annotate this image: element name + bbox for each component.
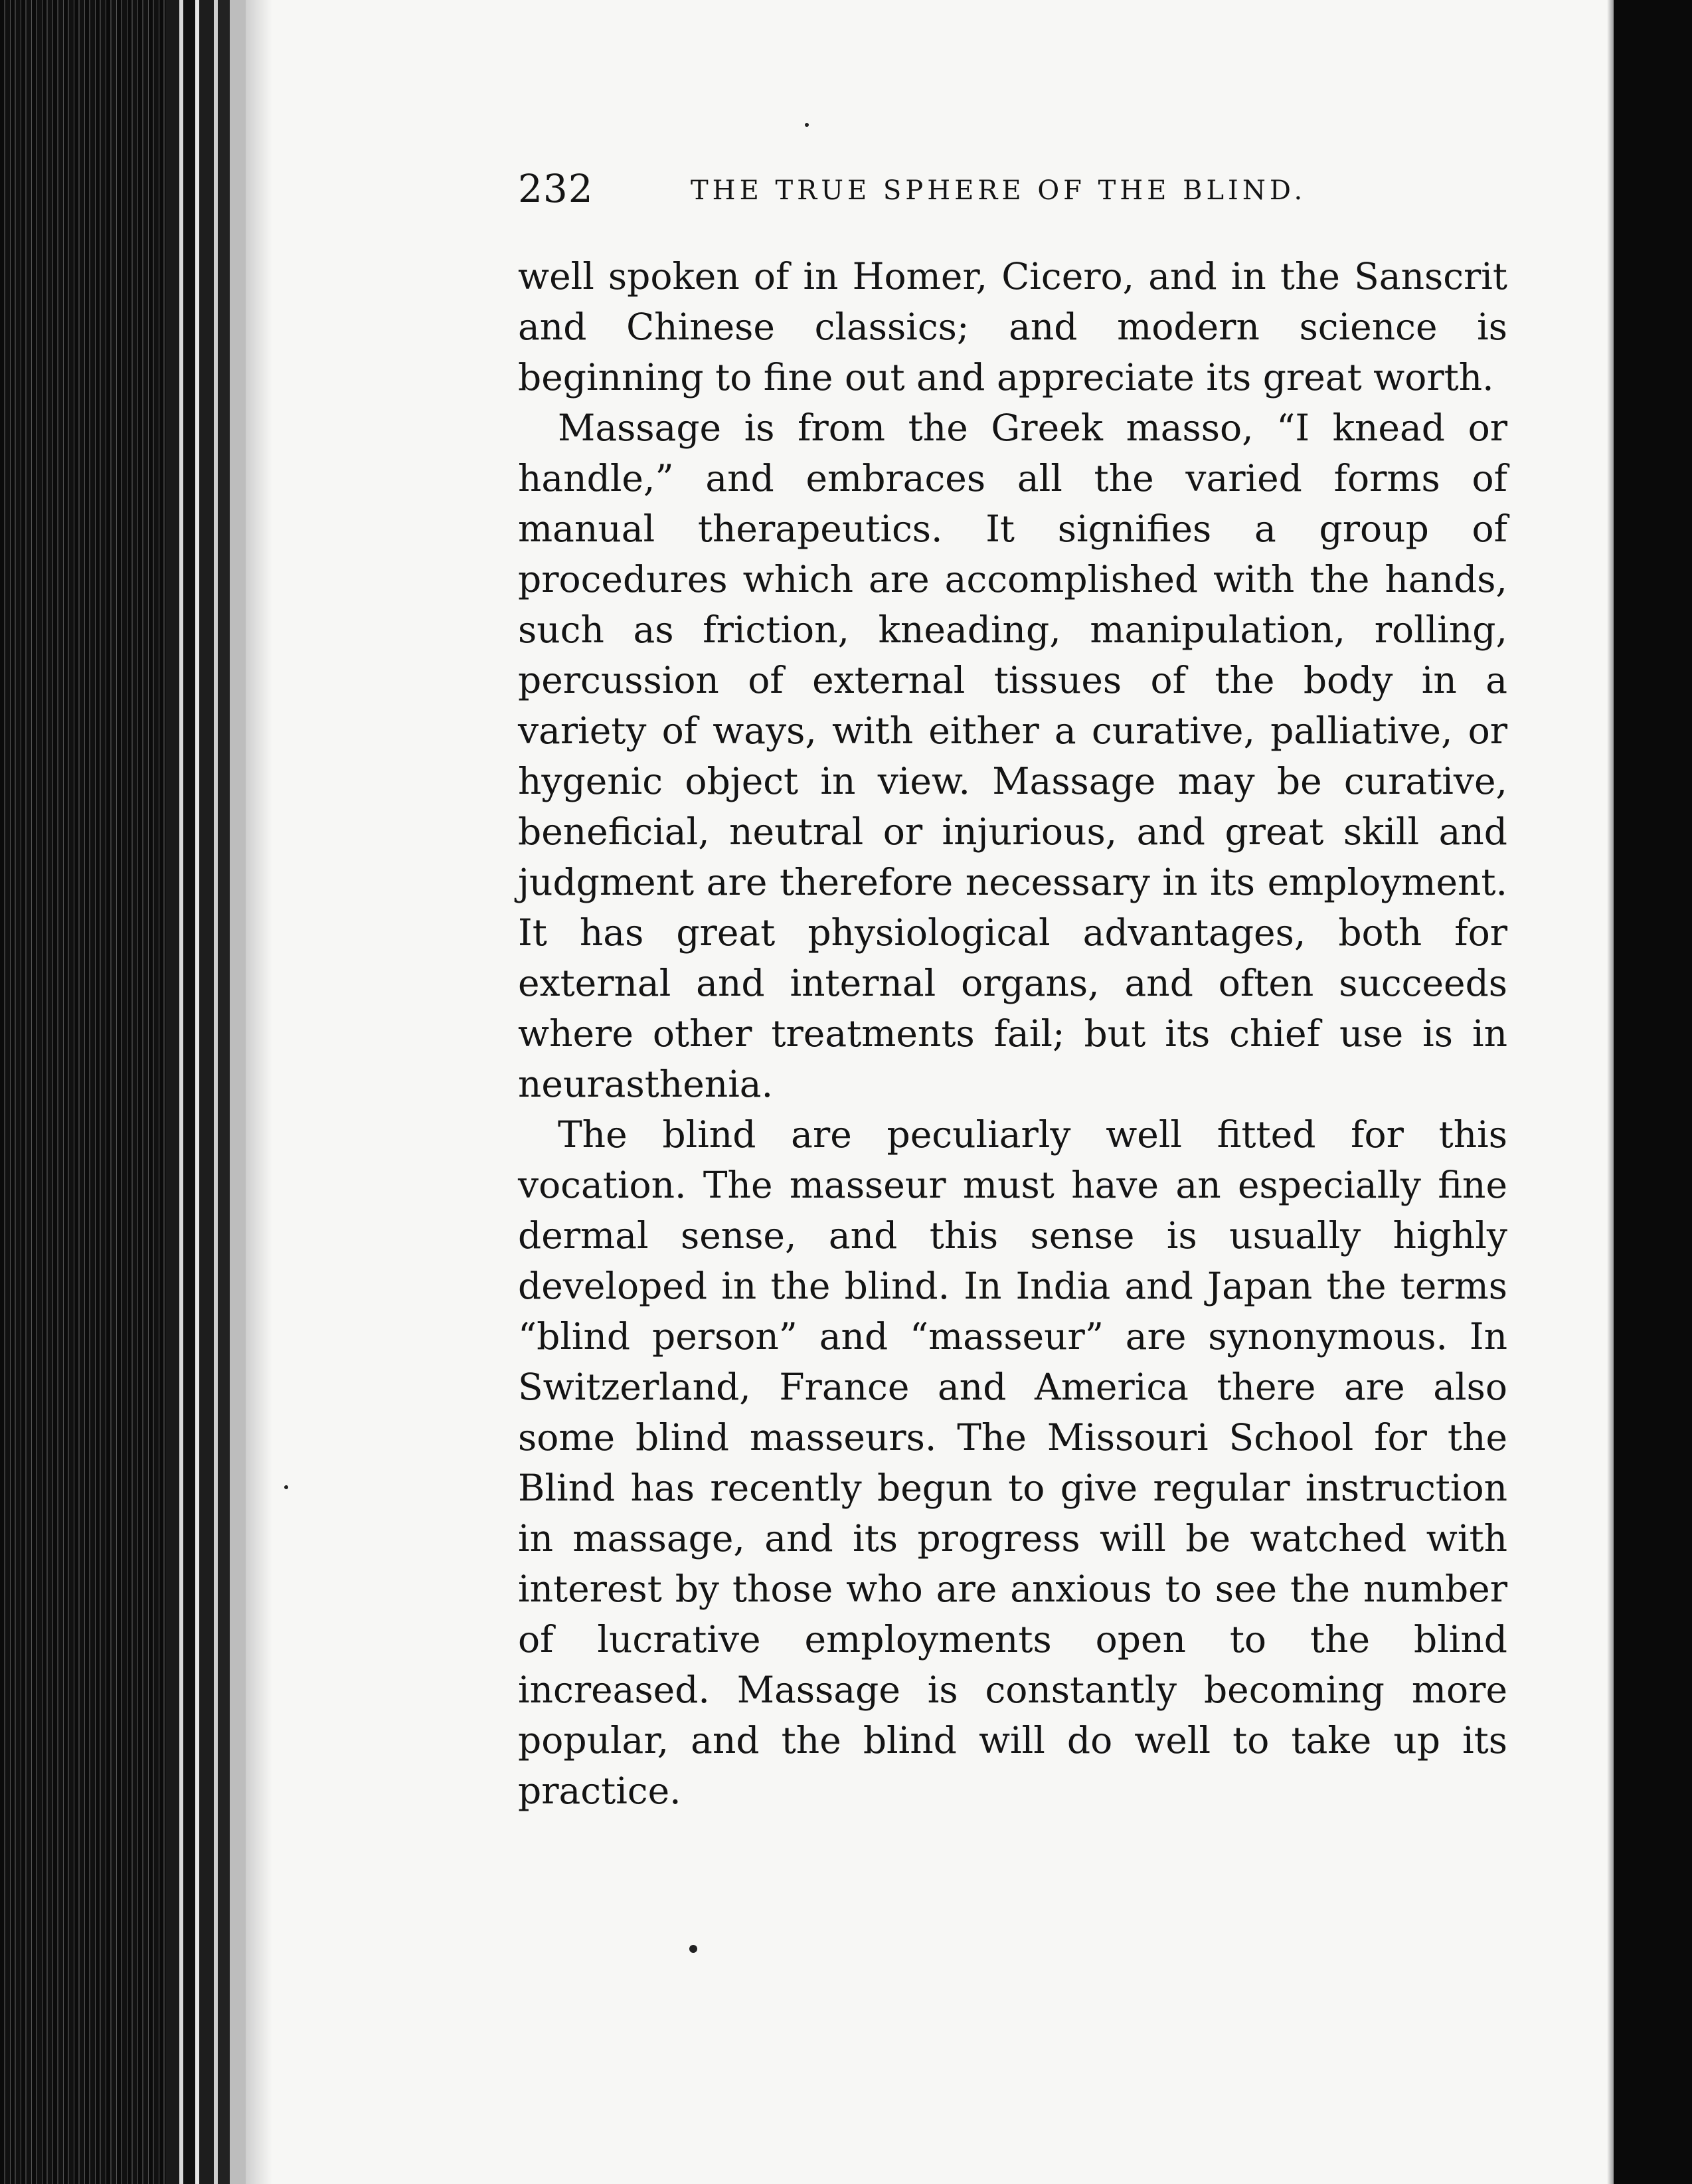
paragraph-continued: well spoken of in Homer, Cicero, and in the Sanscrit and Chinese classics; and modern science is beginning to fine out and appreciate its great worth. (518, 255, 1507, 399)
running-title: THE TRUE SPHERE OF THE BLIND. (691, 175, 1307, 206)
dust-speck (805, 123, 809, 127)
gutter-shadow (246, 0, 272, 2184)
dust-speck (689, 1945, 697, 1953)
running-head (491, 166, 1507, 219)
right-edge-shadow (1607, 0, 1614, 2184)
body-text (491, 251, 1507, 1816)
book-page-edges-highlight (166, 0, 246, 2184)
paragraph-massage-definition: Massage is from the Greek masso, “I knead or handle,” and embraces all the varied forms of manual therapeutics. It signifies a group of procedures which are accomplished with the hands, such as friction, kneading, manipulation, rolling, percussion of external tissues of the body in a variety of ways, with either a curative, palliative, or hygenic object in view. Massage may be curative, beneficial, neutral or injurious, and great skill and judgment are therefore necessary in its employment. It has great physiological advantages, both for external and internal organs, and often succeeds where other treatments fail; but its chief use is in neurasthenia. (518, 407, 1507, 1105)
page-number: 232 (518, 166, 594, 211)
dust-speck (284, 1485, 288, 1489)
paragraph-blind-masseurs: The blind are peculiarly well fitted for this vocation. The masseur must have an especially fine dermal sense, and this sense is usually highly developed in the blind. In India and Japan the terms “blind person” and “masseur” are synonymous. In Switzerland, France and America there are also some blind masseurs. The Missouri School for the Blind has recently begun to give regular instruction in massage, and its progress will be watched with interest by those who are anxious to see the number of lucrative employments open to the blind increased. Massage is constantly becoming more popular, and the blind will do well to take up its practice. (518, 1113, 1507, 1812)
page-content (491, 166, 1507, 1816)
right-scan-border (1614, 0, 1692, 2184)
